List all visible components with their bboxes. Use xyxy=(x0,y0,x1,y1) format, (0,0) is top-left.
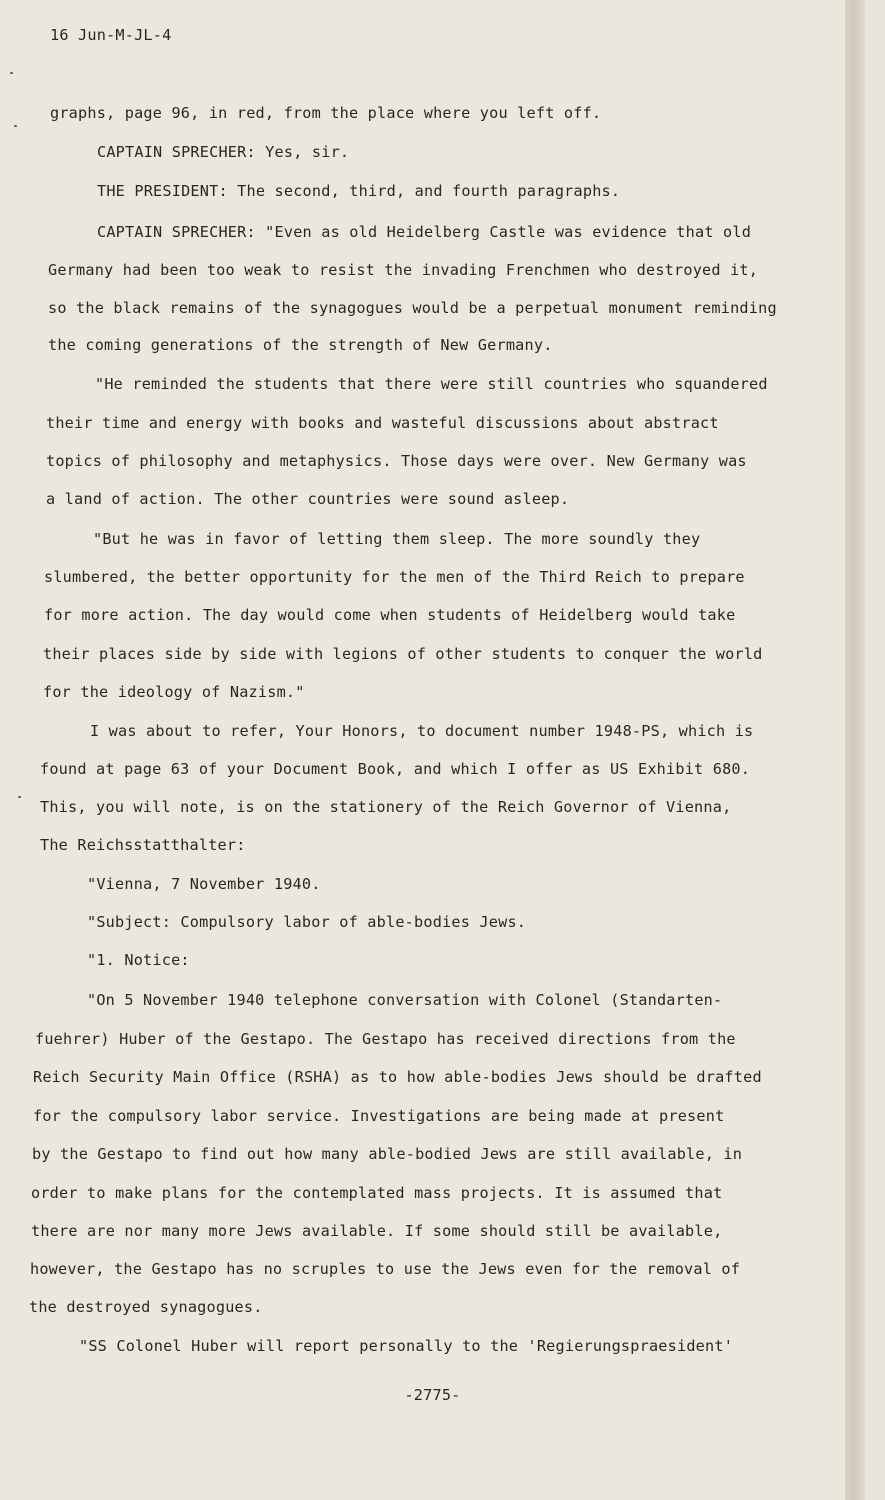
page-header-ref: 16 Jun-M-JL-4 xyxy=(50,26,172,44)
text-line: order to make plans for the contemplated mass projects. It is assumed that xyxy=(31,1184,723,1202)
text-line: This, you will note, is on the stationery of the Reich Governor of Vienna, xyxy=(40,798,732,816)
paper-speck xyxy=(10,72,13,74)
text-line: "1. Notice: xyxy=(87,951,190,969)
text-line: found at page 63 of your Document Book, and which I offer as US Exhibit 680. xyxy=(40,760,751,778)
text-line: their places side by side with legions of other students to conquer the world xyxy=(43,645,763,663)
text-line: The Reichsstatthalter: xyxy=(40,836,246,854)
text-line: the coming generations of the strength of New Germany. xyxy=(48,336,553,354)
paper-speck xyxy=(14,125,17,127)
text-line: CAPTAIN SPRECHER: "Even as old Heidelberg Castle was evidence that old xyxy=(97,223,752,241)
text-line: I was about to refer, Your Honors, to document number 1948-PS, which is xyxy=(90,722,754,740)
text-line: "He reminded the students that there were still countries who squandered xyxy=(95,375,768,393)
text-line: by the Gestapo to find out how many able-bodied Jews are still available, in xyxy=(32,1145,743,1163)
text-line: for more action. The day would come when students of Heidelberg would take xyxy=(44,606,736,624)
page-edge xyxy=(845,0,865,1500)
text-line: graphs, page 96, in red, from the place where you left off. xyxy=(50,104,602,122)
text-line: THE PRESIDENT: The second, third, and fourth paragraphs. xyxy=(97,182,621,200)
text-line: so the black remains of the synagogues would be a perpetual monument reminding xyxy=(48,299,777,317)
text-line: Germany had been too weak to resist the invading Frenchmen who destroyed it, xyxy=(48,261,759,279)
text-line: their time and energy with books and wasteful discussions about abstract xyxy=(46,414,719,432)
text-line: "Vienna, 7 November 1940. xyxy=(87,875,321,893)
text-line: a land of action. The other countries were sound asleep. xyxy=(46,490,570,508)
text-line: the destroyed synagogues. xyxy=(29,1298,263,1316)
text-line: there are nor many more Jews available. If some should still be available, xyxy=(31,1222,723,1240)
text-line: fuehrer) Huber of the Gestapo. The Gestapo has received directions from the xyxy=(35,1030,736,1048)
text-line: "Subject: Compulsory labor of able-bodies Jews. xyxy=(87,913,527,931)
text-line: CAPTAIN SPRECHER: Yes, sir. xyxy=(97,143,350,161)
text-line: slumbered, the better opportunity for the men of the Third Reich to prepare xyxy=(44,568,745,586)
text-line: however, the Gestapo has no scruples to use the Jews even for the removal of xyxy=(30,1260,741,1278)
paper-speck xyxy=(18,796,21,798)
text-line: "SS Colonel Huber will report personally to the 'Regierungspraesident' xyxy=(79,1337,734,1355)
text-line: topics of philosophy and metaphysics. Those days were over. New Germany was xyxy=(46,452,747,470)
text-line: Reich Security Main Office (RSHA) as to how able-bodies Jews should be drafted xyxy=(33,1068,762,1086)
text-line: "On 5 November 1940 telephone conversation with Colonel (Standarten- xyxy=(87,991,723,1009)
text-line: for the ideology of Nazism." xyxy=(43,683,305,701)
text-line: "But he was in favor of letting them sleep. The more soundly they xyxy=(93,530,701,548)
page-number: -2775- xyxy=(404,1386,461,1404)
text-line: for the compulsory labor service. Investigations are being made at present xyxy=(33,1107,725,1125)
